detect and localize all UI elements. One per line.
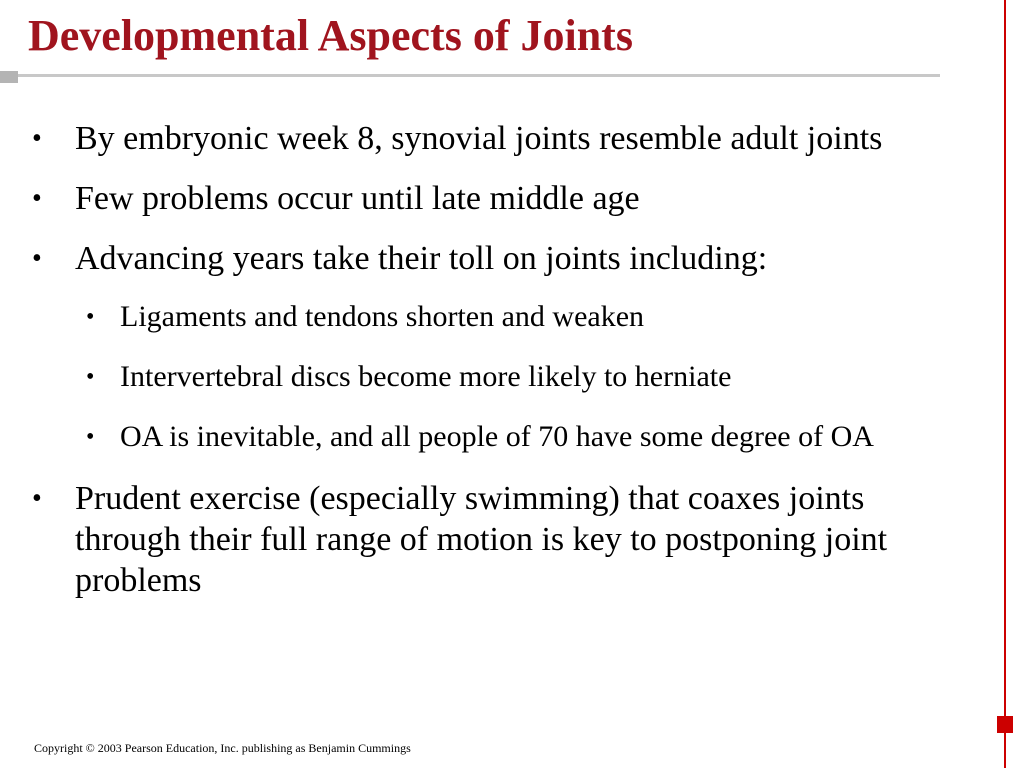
sub-bullet-text: Ligaments and tendons shorten and weaken bbox=[120, 300, 645, 333]
slide-title: Developmental Aspects of Joints bbox=[28, 11, 633, 60]
bullet-marker: • bbox=[32, 183, 42, 214]
sub-bullet-marker: • bbox=[86, 424, 95, 450]
bullet-text: Prudent exercise (especially swimming) that coaxes joints through their full range of motion is key to postponing joint problems bbox=[75, 480, 888, 599]
bullet-item bbox=[30, 238, 975, 279]
bullet-item bbox=[30, 478, 975, 601]
bullet-item bbox=[30, 178, 975, 219]
sub-bullet-item bbox=[30, 298, 975, 336]
bullet-text: Advancing years take their toll on joints including: bbox=[75, 240, 768, 277]
bullet-list bbox=[30, 118, 975, 620]
bullet-marker: • bbox=[32, 123, 42, 154]
right-vertical-rule bbox=[1004, 0, 1006, 768]
sub-bullet-item bbox=[30, 358, 975, 396]
bottom-right-red-square bbox=[997, 716, 1013, 733]
bullet-item bbox=[30, 118, 975, 159]
bullet-text: By embryonic week 8, synovial joints resemble adult joints bbox=[75, 120, 883, 157]
bullet-text: Few problems occur until late middle age bbox=[75, 180, 640, 217]
sub-bullet-text: Intervertebral discs become more likely to herniate bbox=[120, 360, 732, 393]
sub-bullet-text: OA is inevitable, and all people of 70 have some degree of OA bbox=[120, 420, 874, 453]
top-left-gray-square bbox=[0, 71, 18, 83]
sub-bullet-marker: • bbox=[86, 364, 95, 390]
bullet-marker: • bbox=[32, 243, 42, 274]
copyright-footer: Copyright © 2003 Pearson Education, Inc. publishing as Benjamin Cummings bbox=[34, 741, 411, 755]
bullet-marker: • bbox=[32, 483, 42, 514]
title-divider-rule bbox=[18, 74, 940, 77]
sub-bullet-item bbox=[30, 418, 975, 456]
sub-bullet-marker: • bbox=[86, 304, 95, 330]
